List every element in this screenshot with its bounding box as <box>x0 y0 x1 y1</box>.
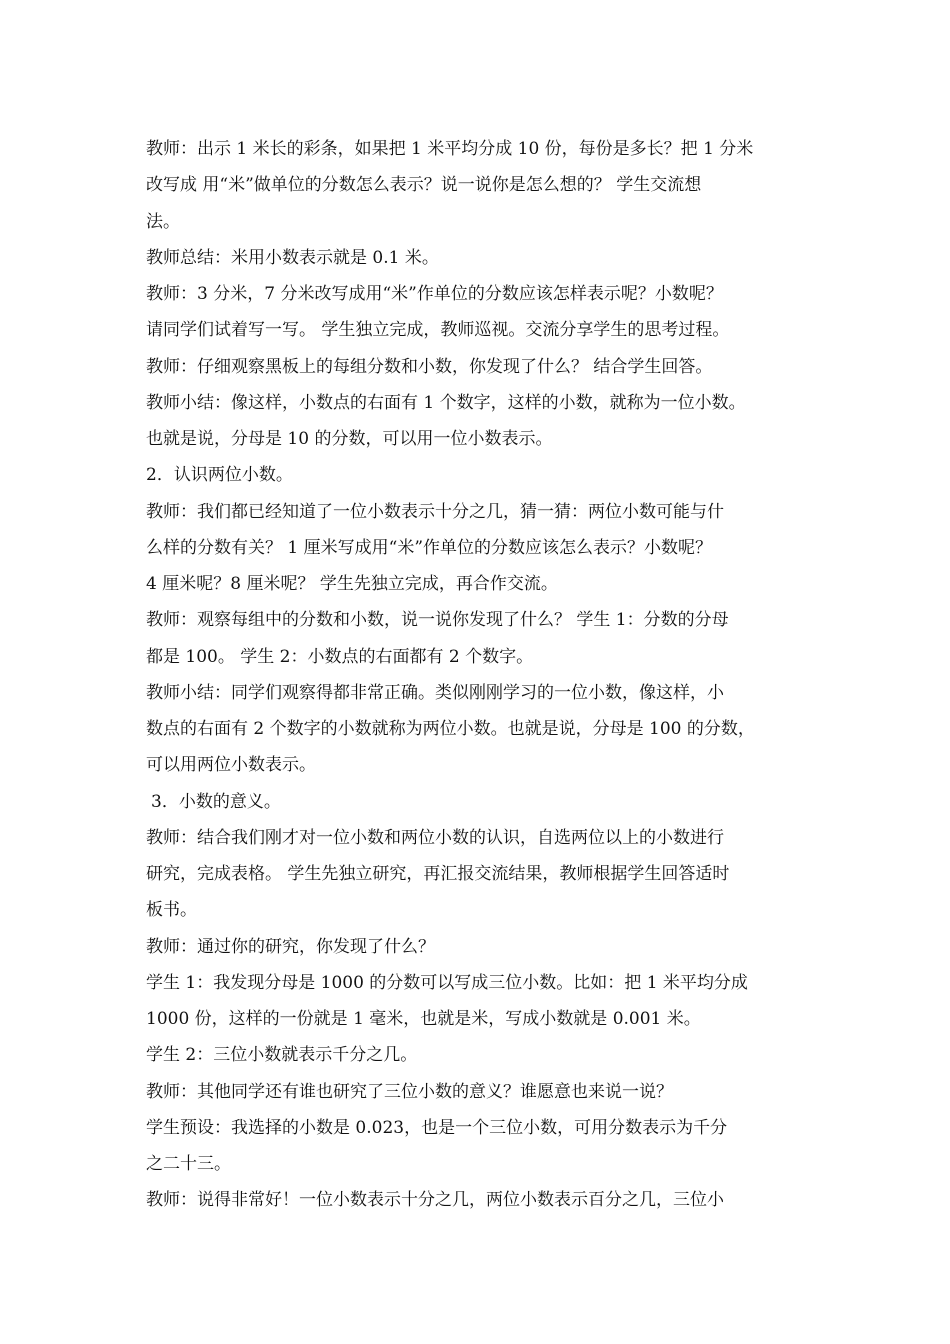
text-line: 教师小结：同学们观察得都非常正确。类似刚刚学习的一位小数，像这样，小 <box>146 682 724 703</box>
text-line: 教师：通过你的研究，你发现了什么？ <box>146 936 435 957</box>
section-heading: 3．小数的意义。 <box>151 791 281 812</box>
text-line: 请同学们试着写一写。 学生独立完成，教师巡视。交流分享学生的思考过程。 <box>146 320 730 341</box>
text-line: 4 厘米呢？8 厘米呢？ 学生先独立完成，再合作交流。 <box>146 574 558 594</box>
text-line: 教师：其他同学还有谁也研究了三位小数的意义？谁愿意也来说一说？ <box>146 1081 673 1102</box>
text-line: 学生 1：我发现分母是 1000 的分数可以写成三位小数。比如：把 1 米平均分成 <box>146 972 748 993</box>
text-line: 学生 2：三位小数就表示千分之几。 <box>146 1045 418 1066</box>
text-line: 之二十三。 <box>146 1154 231 1174</box>
text-line: 研究，完成表格。 学生先独立研究，再汇报交流结果，教师根据学生回答适时 <box>146 864 730 884</box>
text-line: 教师：3 分米，7 分米改写成用“米”作单位的分数应该怎样表示呢？小数呢？ <box>146 284 723 304</box>
document-body <box>146 131 822 1219</box>
text-line: 板书。 <box>146 900 197 921</box>
text-line: 教师：出示 1 米长的彩条，如果把 1 米平均分成 10 份，每份是多长？把 1 分米 <box>146 139 754 159</box>
text-line: 法。 <box>146 211 180 232</box>
text-line: 教师：我们都已经知道了一位小数表示十分之几，猜一猜：两位小数可能与什 <box>146 501 724 522</box>
text-line: 数点的右面有 2 个数字的小数就称为两位小数。也就是说，分母是 100 的分数， <box>146 719 755 739</box>
text-line: 可以用两位小数表示。 <box>146 755 316 776</box>
text-line: 教师小结：像这样，小数点的右面有 1 个数字，这样的小数，就称为一位小数。 <box>146 392 746 413</box>
text-line: 教师：仔细观察黑板上的每组分数和小数，你发现了什么？ 结合学生回答。 <box>146 356 713 377</box>
text-line: 教师总结：米用小数表示就是 0.1 米。 <box>146 247 439 268</box>
text-line: 也就是说，分母是 10 的分数，可以用一位小数表示。 <box>146 429 553 449</box>
text-line: 都是 100。 学生 2：小数点的右面都有 2 个数字。 <box>146 646 534 667</box>
text-line: 么样的分数有关？ 1 厘米写成用“米”作单位的分数应该怎么表示？小数呢？ <box>146 537 713 558</box>
text-line: 教师：说得非常好！一位小数表示十分之几，两位小数表示百分之几，三位小 <box>146 1190 724 1211</box>
text-line: 1000 份，这样的一份就是 1 毫米，也就是米，写成小数就是 0.001 米。 <box>146 1009 701 1029</box>
text-line: 教师：结合我们刚才对一位小数和两位小数的认识，自选两位以上的小数进行 <box>146 827 724 848</box>
text-line: 改写成 用“米”做单位的分数怎么表示？说一说你是怎么想的？ 学生交流想 <box>146 175 702 196</box>
text-line: 教师：观察每组中的分数和小数，说一说你发现了什么？ 学生 1：分数的分母 <box>146 610 729 631</box>
section-heading: 2．认识两位小数。 <box>146 465 293 486</box>
text-line: 学生预设：我选择的小数是 0.023，也是一个三位小数，可用分数表示为千分 <box>146 1117 728 1138</box>
